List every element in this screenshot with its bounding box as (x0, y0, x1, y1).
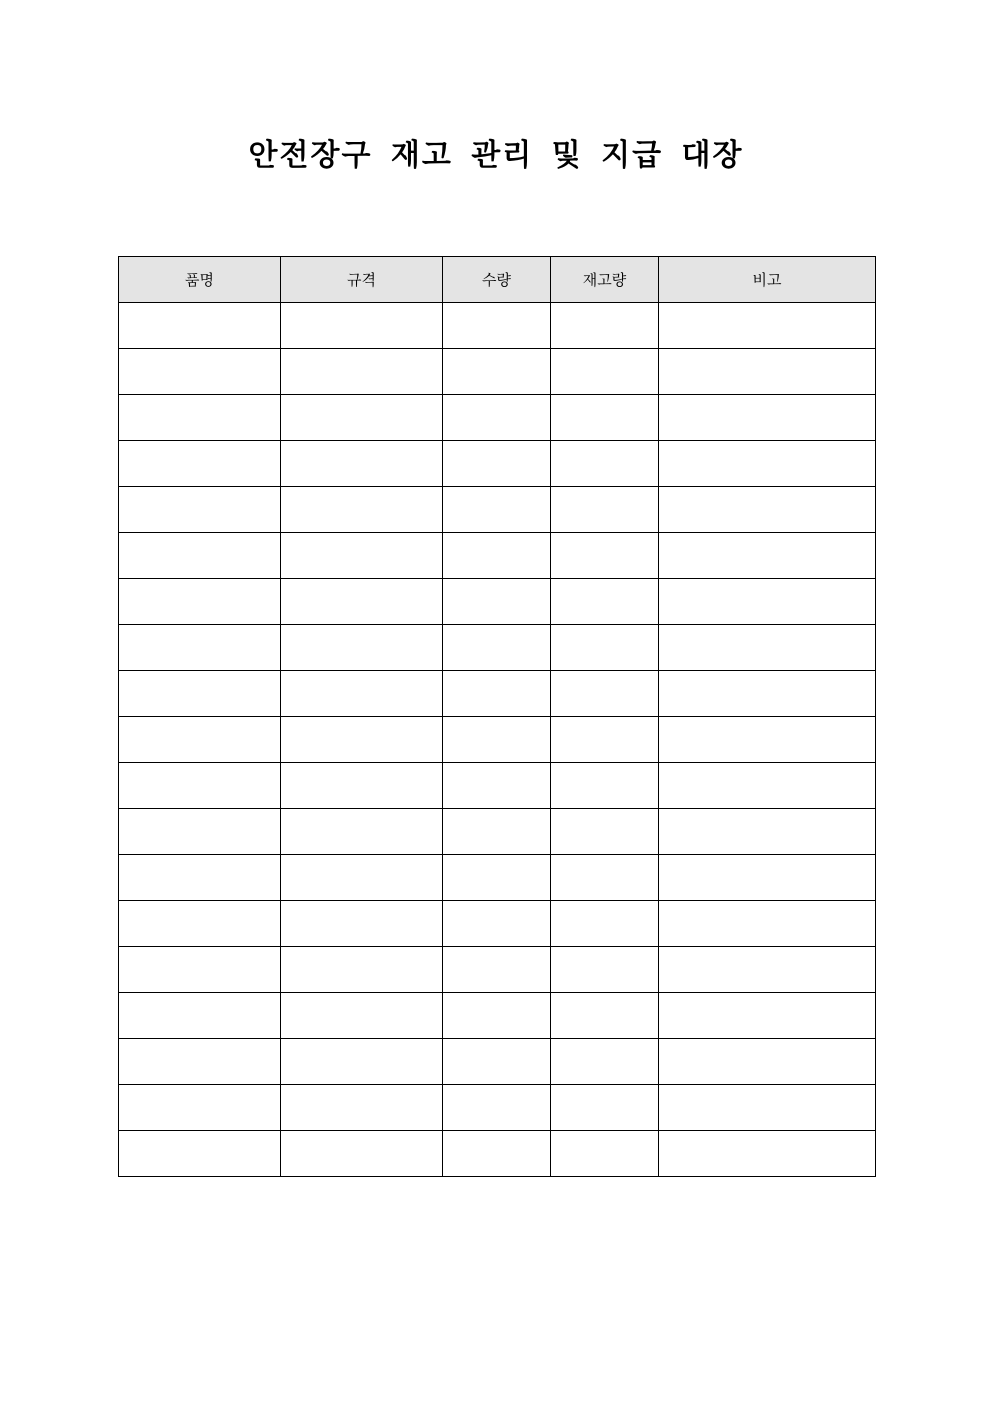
cell-stock[interactable] (551, 395, 659, 441)
cell-specification[interactable] (281, 947, 443, 993)
cell-remarks[interactable] (659, 947, 876, 993)
cell-stock[interactable] (551, 533, 659, 579)
table-row (119, 901, 876, 947)
cell-specification[interactable] (281, 625, 443, 671)
cell-remarks[interactable] (659, 1039, 876, 1085)
cell-quantity[interactable] (443, 717, 551, 763)
cell-stock[interactable] (551, 349, 659, 395)
cell-item-name[interactable] (119, 855, 281, 901)
cell-remarks[interactable] (659, 717, 876, 763)
cell-item-name[interactable] (119, 349, 281, 395)
cell-remarks[interactable] (659, 1085, 876, 1131)
cell-item-name[interactable] (119, 441, 281, 487)
cell-item-name[interactable] (119, 763, 281, 809)
cell-quantity[interactable] (443, 901, 551, 947)
cell-quantity[interactable] (443, 1085, 551, 1131)
cell-item-name[interactable] (119, 809, 281, 855)
cell-item-name[interactable] (119, 533, 281, 579)
cell-quantity[interactable] (443, 763, 551, 809)
cell-quantity[interactable] (443, 533, 551, 579)
cell-quantity[interactable] (443, 1039, 551, 1085)
table-header-row (119, 257, 876, 303)
cell-specification[interactable] (281, 1131, 443, 1177)
cell-quantity[interactable] (443, 441, 551, 487)
cell-specification[interactable] (281, 303, 443, 349)
cell-remarks[interactable] (659, 533, 876, 579)
cell-remarks[interactable] (659, 349, 876, 395)
inventory-ledger-table (118, 256, 876, 1177)
cell-stock[interactable] (551, 809, 659, 855)
cell-remarks[interactable] (659, 993, 876, 1039)
table-row (119, 533, 876, 579)
cell-stock[interactable] (551, 303, 659, 349)
table-row (119, 349, 876, 395)
cell-stock[interactable] (551, 579, 659, 625)
cell-quantity[interactable] (443, 349, 551, 395)
cell-item-name[interactable] (119, 671, 281, 717)
table-row (119, 809, 876, 855)
cell-quantity[interactable] (443, 947, 551, 993)
cell-quantity[interactable] (443, 1131, 551, 1177)
header-quantity: 수량 (443, 257, 551, 303)
cell-quantity[interactable] (443, 993, 551, 1039)
page-title: 안전장구 재고 관리 및 지급 대장 (248, 138, 744, 173)
cell-item-name[interactable] (119, 717, 281, 763)
cell-stock[interactable] (551, 625, 659, 671)
table-row (119, 487, 876, 533)
cell-specification[interactable] (281, 717, 443, 763)
cell-remarks[interactable] (659, 303, 876, 349)
cell-specification[interactable] (281, 901, 443, 947)
cell-item-name[interactable] (119, 625, 281, 671)
table-row (119, 763, 876, 809)
cell-stock[interactable] (551, 947, 659, 993)
cell-item-name[interactable] (119, 947, 281, 993)
cell-item-name[interactable] (119, 993, 281, 1039)
cell-specification[interactable] (281, 993, 443, 1039)
cell-specification[interactable] (281, 855, 443, 901)
table-body (119, 303, 876, 1177)
cell-specification[interactable] (281, 809, 443, 855)
cell-specification[interactable] (281, 487, 443, 533)
cell-stock[interactable] (551, 1039, 659, 1085)
cell-remarks[interactable] (659, 395, 876, 441)
cell-quantity[interactable] (443, 395, 551, 441)
table-row (119, 1085, 876, 1131)
cell-remarks[interactable] (659, 625, 876, 671)
cell-stock[interactable] (551, 763, 659, 809)
cell-remarks[interactable] (659, 1131, 876, 1177)
header-item-name: 품명 (119, 257, 281, 303)
cell-item-name[interactable] (119, 1131, 281, 1177)
cell-stock[interactable] (551, 717, 659, 763)
cell-stock[interactable] (551, 1131, 659, 1177)
table-row (119, 947, 876, 993)
cell-specification[interactable] (281, 579, 443, 625)
cell-item-name[interactable] (119, 487, 281, 533)
cell-item-name[interactable] (119, 395, 281, 441)
cell-stock[interactable] (551, 1085, 659, 1131)
cell-stock[interactable] (551, 993, 659, 1039)
cell-stock[interactable] (551, 487, 659, 533)
cell-specification[interactable] (281, 1039, 443, 1085)
cell-specification[interactable] (281, 533, 443, 579)
cell-quantity[interactable] (443, 625, 551, 671)
cell-remarks[interactable] (659, 671, 876, 717)
cell-quantity[interactable] (443, 579, 551, 625)
cell-quantity[interactable] (443, 671, 551, 717)
header-remarks: 비고 (659, 257, 876, 303)
header-stock: 재고량 (551, 257, 659, 303)
table-row (119, 303, 876, 349)
cell-item-name[interactable] (119, 1039, 281, 1085)
cell-item-name[interactable] (119, 1085, 281, 1131)
cell-quantity[interactable] (443, 487, 551, 533)
cell-specification[interactable] (281, 395, 443, 441)
table-row (119, 1039, 876, 1085)
table-row (119, 579, 876, 625)
cell-item-name[interactable] (119, 579, 281, 625)
cell-specification[interactable] (281, 1085, 443, 1131)
cell-remarks[interactable] (659, 809, 876, 855)
cell-specification[interactable] (281, 763, 443, 809)
table-row (119, 671, 876, 717)
table-row (119, 1131, 876, 1177)
cell-specification[interactable] (281, 349, 443, 395)
cell-remarks[interactable] (659, 579, 876, 625)
cell-remarks[interactable] (659, 763, 876, 809)
table-row (119, 717, 876, 763)
cell-item-name[interactable] (119, 303, 281, 349)
table-row (119, 855, 876, 901)
cell-quantity[interactable] (443, 855, 551, 901)
cell-item-name[interactable] (119, 901, 281, 947)
table-row (119, 441, 876, 487)
cell-stock[interactable] (551, 671, 659, 717)
header-specification: 규격 (281, 257, 443, 303)
table-row (119, 993, 876, 1039)
table-row (119, 395, 876, 441)
cell-specification[interactable] (281, 671, 443, 717)
cell-remarks[interactable] (659, 487, 876, 533)
cell-quantity[interactable] (443, 303, 551, 349)
cell-stock[interactable] (551, 855, 659, 901)
cell-quantity[interactable] (443, 809, 551, 855)
cell-stock[interactable] (551, 441, 659, 487)
table-row (119, 625, 876, 671)
cell-specification[interactable] (281, 441, 443, 487)
cell-remarks[interactable] (659, 441, 876, 487)
cell-stock[interactable] (551, 901, 659, 947)
cell-remarks[interactable] (659, 855, 876, 901)
cell-remarks[interactable] (659, 901, 876, 947)
